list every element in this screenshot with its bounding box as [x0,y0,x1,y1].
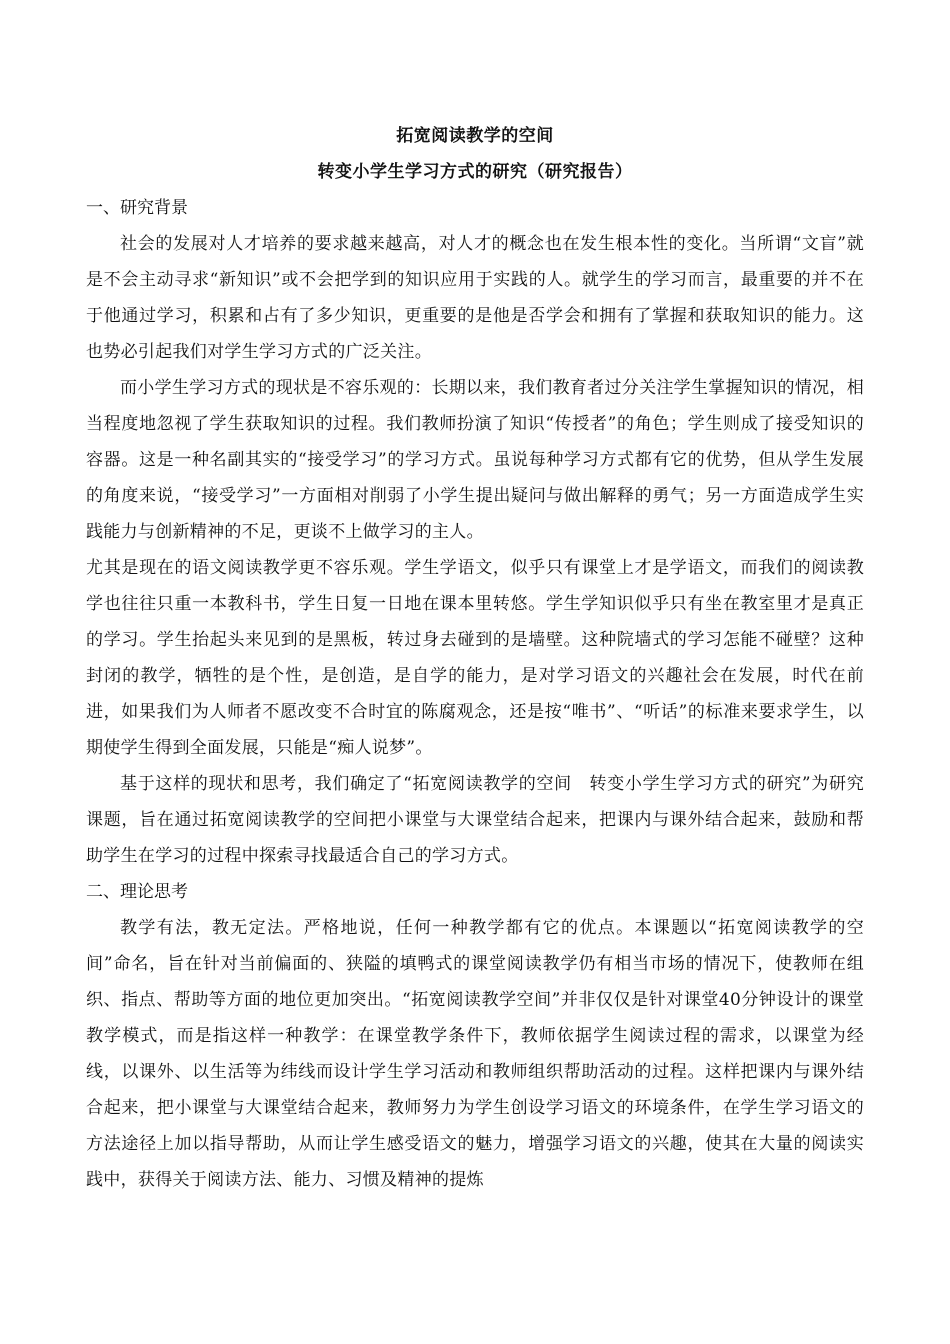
document-page [86,118,864,1198]
paragraph: 尤其是现在的语文阅读教学更不容乐观。学生学语文，似乎只有课堂上才是学语文，而我们的阅读教学也往往只重一本教科书，学生日复一日地在课本里转悠。学生学知识似乎只有坐在教室里才是真正的学习。学生抬起头来见到的是黑板，转过身去碰到的是墙壁。这种院墙式的学习怎能不碰壁？这种封闭的教学，牺牲的是个性，是创造，是自学的能力，是对学习语文的兴趣社会在发展，时代在前进，如果我们为人师者不愿改变不合时宜的陈腐观念，还是按“唯书”、“听话”的标准来要求学生，以期使学生得到全面发展，只能是“痴人说梦”。 [86,558,864,758]
paragraph: 而小学生学习方式的现状是不容乐观的：长期以来，我们教育者过分关注学生掌握知识的情况，相当程度地忽视了学生获取知识的过程。我们教师扮演了知识“传授者”的角色；学生则成了接受知识的容器。这是一种名副其实的“接受学习”的学习方式。虽说每种学习方式都有它的优势，但从学生发展的角度来说，“接受学习”一方面相对削弱了小学生提出疑问与做出解释的勇气；另一方面造成学生实践能力与创新精神的不足，更谈不上做学习的主人。 [86,378,864,542]
paragraph: 教学有法，教无定法。严格地说，任何一种教学都有它的优点。本课题以“拓宽阅读教学的空间”命名，旨在针对当前偏面的、狭隘的填鸭式的课堂阅读教学仍有相当市场的情况下，使教师在组织、指点、帮助等方面的地位更加突出。“拓宽阅读教学空间”并非仅仅是针对课堂40分钟设计的课堂教学模式，而是指这样一种教学：在课堂教学条件下，教师依据学生阅读过程的需求，以课堂为经线，以课外、以生活等为纬线而设计学生学习活动和教师组织帮助活动的过程。这样把课内与课外结合起来，把小课堂与大课堂结合起来，教师努力为学生创设学习语文的环境条件，在学生学习语文的方法途径上加以指导帮助，从而让学生感受语文的魅力，增强学习语文的兴趣，使其在大量的阅读实践中，获得关于阅读方法、能力、习惯及精神的提炼 [86,918,864,1190]
section-heading-background: 一、研究背景 [86,198,188,218]
paragraph: 基于这样的现状和思考，我们确定了“拓宽阅读教学的空间 转变小学生学习方式的研究”为研究课题，旨在通过拓宽阅读教学的空间把小课堂与大课堂结合起来，把课内与课外结合起来，鼓励和帮助学生在学习的过程中探索寻找最适合自己的学习方式。 [86,774,864,866]
document-subtitle: 转变小学生学习方式的研究（研究报告） [317,162,633,182]
document-title: 拓宽阅读教学的空间 [396,126,554,146]
paragraph: 社会的发展对人才培养的要求越来越高，对人才的概念也在发生根本性的变化。当所谓“文盲”就是不会主动寻求“新知识”或不会把学到的知识应用于实践的人。就学生的学习而言，最重要的并不在于他通过学习，积累和占有了多少知识，更重要的是他是否学会和拥有了掌握和获取知识的能力。这也势必引起我们对学生学习方式的广泛关注。 [86,234,864,362]
section-heading-theory: 二、理论思考 [86,882,188,902]
